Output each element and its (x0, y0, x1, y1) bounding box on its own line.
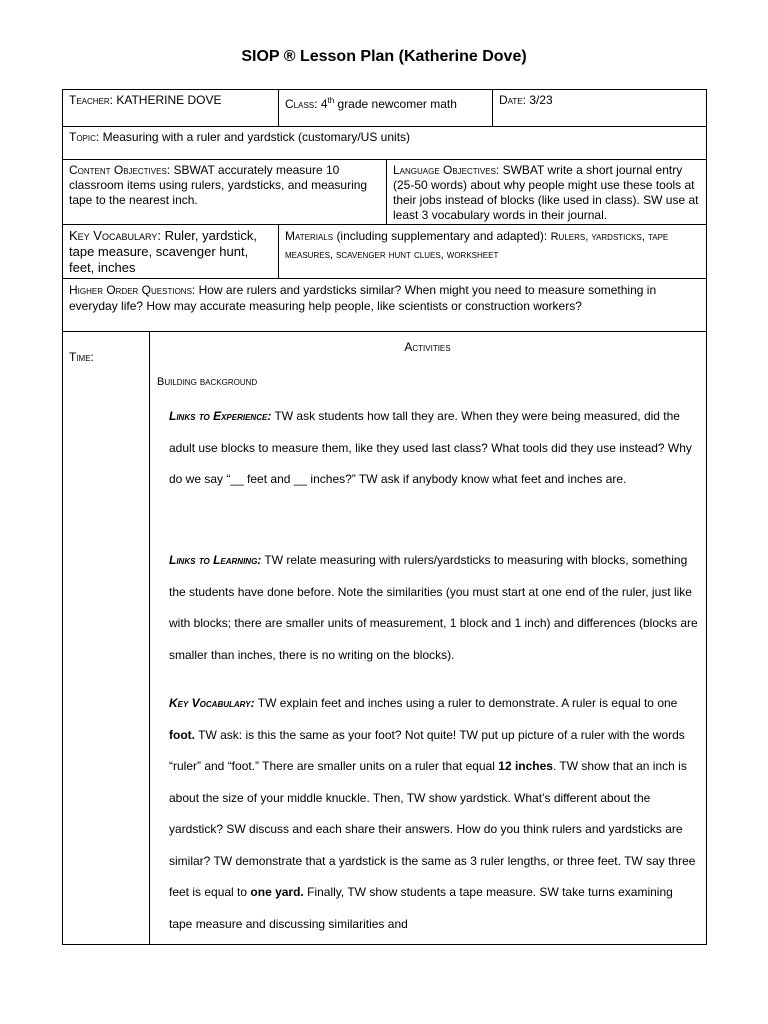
hoq-cell (63, 279, 706, 331)
teacher-label: Teacher: (69, 93, 114, 107)
hoq-label: Higher Order Questions: (69, 283, 196, 297)
hoq-value: How are rulers and yardsticks similar? When might you need to measure something in everyday life? How may accurate measuring help people, like scientists or construction workers? (69, 283, 657, 313)
class-value: grade newcomer math (337, 97, 457, 111)
materials-label: Materials (285, 229, 334, 243)
key-vocabulary-label: Key Vocabulary: (69, 228, 161, 243)
materials-value: Rulers, yardsticks, tape measures, scavenger hunt clues, worksheet (285, 231, 669, 261)
building-background-heading: Building background (157, 376, 258, 388)
teacher-value: KATHERINE DOVE (116, 93, 222, 107)
date-cell (492, 90, 706, 126)
key-vocabulary-text-3: . TW show that an inch is about the size of your middle knuckle. Then, TW show yardstick. What’s different about the yardstick? SW discuss and each share their answers. How do you think rulers and yardsticks are similar? TW demonstrate that a yardstick is the same as 3 ruler lengths, or three feet. TW say three feet is equal to (169, 759, 696, 899)
topic-cell (63, 127, 706, 159)
key-vocabulary-activity-label: Key Vocabulary: (169, 696, 255, 710)
key-vocabulary-inches: 12 inches (498, 759, 553, 773)
date-value: 3/23 (529, 93, 553, 107)
class-grade-suffix: th (327, 96, 335, 105)
language-objectives-cell (386, 160, 706, 224)
lesson-plan-table (62, 89, 707, 945)
hoq-row (63, 279, 706, 332)
key-vocabulary-text-1: TW explain feet and inches using a ruler to demonstrate. A ruler is equal to one (257, 696, 678, 710)
content-objectives-value: SBWAT accurately measure 10 classroom items using rulers, yardsticks, and measuring tape to the nearest inch. (69, 163, 368, 207)
content-objectives-label: Content Objectives: (69, 163, 171, 177)
content-objectives-cell (63, 160, 386, 224)
key-vocabulary-yard: one yard. (250, 885, 304, 899)
class-label: Class: (285, 97, 318, 111)
activities-heading: Activities (404, 340, 451, 354)
topic-row (63, 127, 706, 160)
materials-note: (including supplementary and adapted): (336, 229, 548, 243)
links-to-learning-paragraph (169, 545, 699, 671)
time-label: Time: (69, 350, 94, 364)
class-grade: 4 (320, 97, 328, 111)
objectives-row (63, 160, 706, 225)
topic-label: Topic: (69, 130, 100, 144)
language-objectives-label: Language Objectives: (393, 163, 500, 177)
key-vocabulary-value: Ruler, yardstick, tape measure, scavenger hunt, feet, inches (69, 228, 258, 275)
key-vocabulary-paragraph (169, 688, 699, 940)
class-cell (278, 90, 492, 126)
key-vocabulary-foot: foot. (169, 727, 195, 742)
links-to-experience-label: Links to Experience: (169, 409, 272, 423)
key-vocabulary-text-4: Finally, TW show students a tape measure. SW take turns examining tape measure and discussing similarities and (169, 885, 673, 931)
language-objectives-value: SWBAT write a short journal entry (25-50 words) about why people might use these tools at their jobs instead of blocks (like used in class). SW use at least 3 vocabulary words in their journal. (393, 163, 699, 222)
header-row (63, 90, 706, 127)
page-title: SIOP ® Lesson Plan (Katherine Dove) (241, 48, 527, 65)
links-to-experience-text: TW ask students how tall they are. When they were being measured, did the adult use blocks to measure them, like they used last class? What tools did they use instead? Why do we say “__ feet and __ inches?” TW ask if anybody know what feet and inches are. (169, 409, 692, 486)
links-to-experience-paragraph (169, 401, 699, 496)
vocab-materials-row (63, 225, 706, 279)
links-to-learning-label: Links to Learning: (169, 553, 262, 567)
teacher-cell (63, 90, 278, 126)
key-vocabulary-text-2: TW ask: is this the same as your foot? Not quite! TW put up picture of a ruler with the words “ruler” and “foot.” There are smaller units on a ruler that equal (169, 727, 685, 773)
links-to-learning-text: TW relate measuring with rulers/yardsticks to measuring with blocks, something the students have done before. Note the similarities (you must start at one end of the ruler, just like with blocks; there are smaller units of measurement, 1 block and 1 inch) and differences (blocks are smaller than inches, there is no writing on the blocks). (169, 553, 698, 662)
key-vocabulary-cell (63, 225, 278, 278)
topic-value: Measuring with a ruler and yardstick (customary/US units) (102, 130, 411, 144)
date-label: Date: (499, 93, 526, 107)
materials-cell (278, 225, 706, 278)
